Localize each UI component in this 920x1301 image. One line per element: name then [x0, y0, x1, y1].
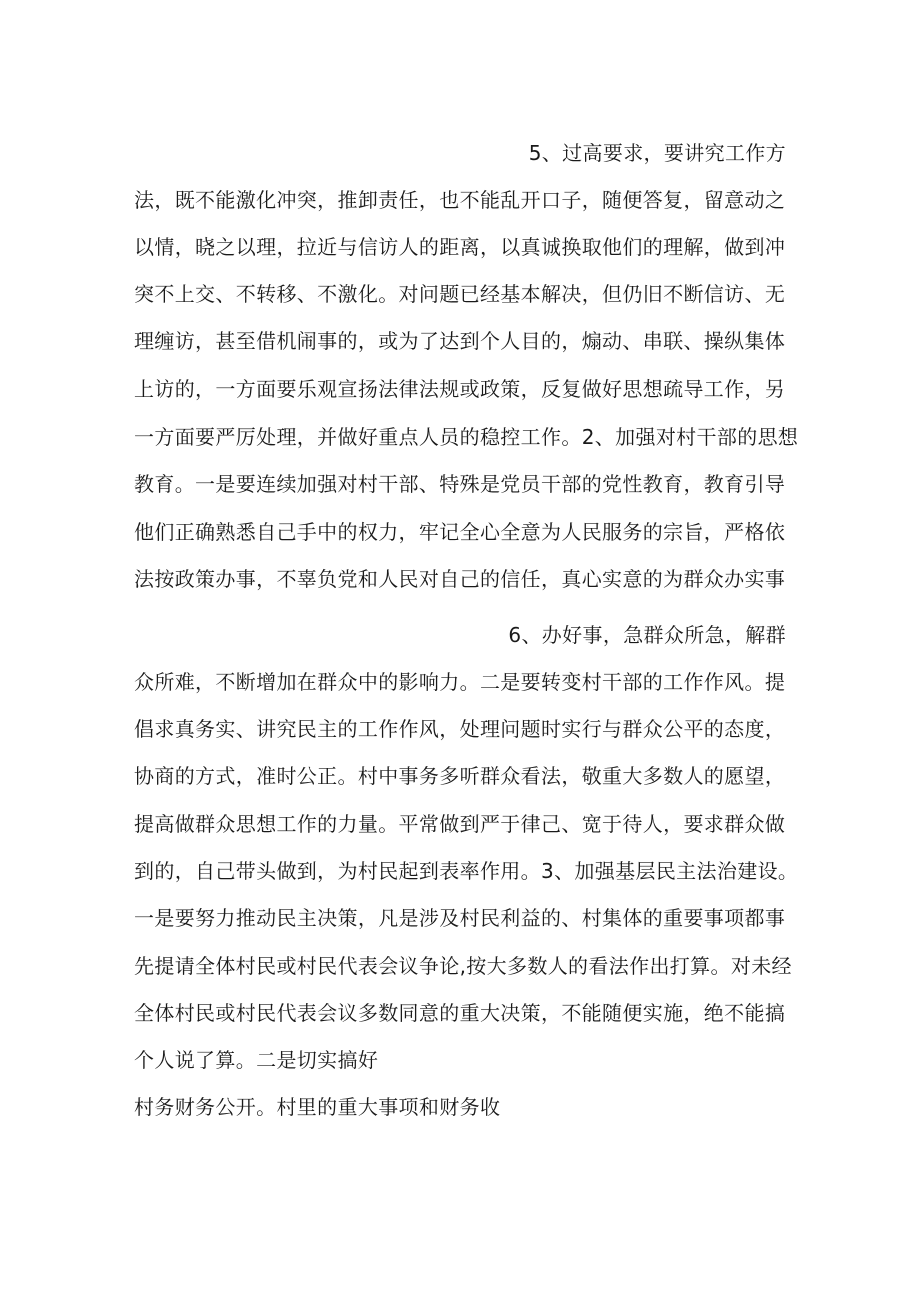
paragraph-line: 5、过高要求，要讲究工作方	[528, 141, 786, 165]
paragraph-line: 到的，自己带头做到，为村民起到表率作用。3、加强基层民主法治建设。	[134, 859, 799, 883]
paragraph-line: 突不上交、不转移、不激化。对问题已经基本解决，但仍旧不断信访、无	[134, 282, 786, 306]
paragraph-line: 以情，晓之以理，拉近与信访人的距离，以真诚换取他们的理解，做到冲	[134, 235, 786, 259]
paragraph-line: 上访的，一方面要乐观宣扬法律法规或政策，反复做好思想疏导工作，另	[134, 377, 786, 401]
paragraph-line: 一方面要严厉处理，并做好重点人员的稳控工作。2、加强对村干部的思想	[134, 425, 799, 449]
paragraph-line: 个人说了算。二是切实搞好	[134, 1048, 379, 1072]
paragraph-line: 全体村民或村民代表会议多数同意的重大决策，不能随便实施，绝不能搞	[134, 1001, 786, 1025]
paragraph-line: 倡求真务实、讲究民主的工作作风，处理问题时实行与群众公平的态度，	[134, 717, 786, 741]
paragraph-line: 一是要努力推动民主决策，凡是涉及村民利益的、村集体的重要事项都事	[134, 906, 786, 930]
paragraph-line: 法按政策办事，不辜负党和人民对自己的信任，真心实意的为群众办实事	[134, 567, 786, 591]
paragraph-line: 众所难，不断增加在群众中的影响力。二是要转变村干部的工作作风。提	[134, 670, 786, 694]
paragraph-line: 6、办好事，急群众所急，解群	[508, 623, 786, 647]
paragraph-line: 提高做群众思想工作的力量。平常做到严于律己、宽于待人，要求群众做	[134, 812, 786, 836]
paragraph-line: 教育。一是要连续加强对村干部、特殊是党员干部的党性教育，教育引导	[134, 472, 786, 496]
paragraph-line: 协商的方式，准时公正。村中事务多听群众看法，敬重大多数人的愿望，	[134, 764, 786, 788]
paragraph-line: 法，既不能激化冲突，推卸责任，也不能乱开口子，随便答复，留意动之	[134, 188, 786, 212]
paragraph-line: 村务财务公开。村里的重大事项和财务收	[134, 1095, 501, 1119]
paragraph-line: 先提请全体村民或村民代表会议争论,按大多数人的看法作出打算。对未经	[134, 954, 792, 978]
paragraph-line: 理缠访，甚至借机闹事的，或为了达到个人目的，煽动、串联、操纵集体	[134, 329, 786, 353]
paragraph-line: 他们正确熟悉自己手中的权力，牢记全心全意为人民服务的宗旨，严格依	[134, 520, 786, 544]
